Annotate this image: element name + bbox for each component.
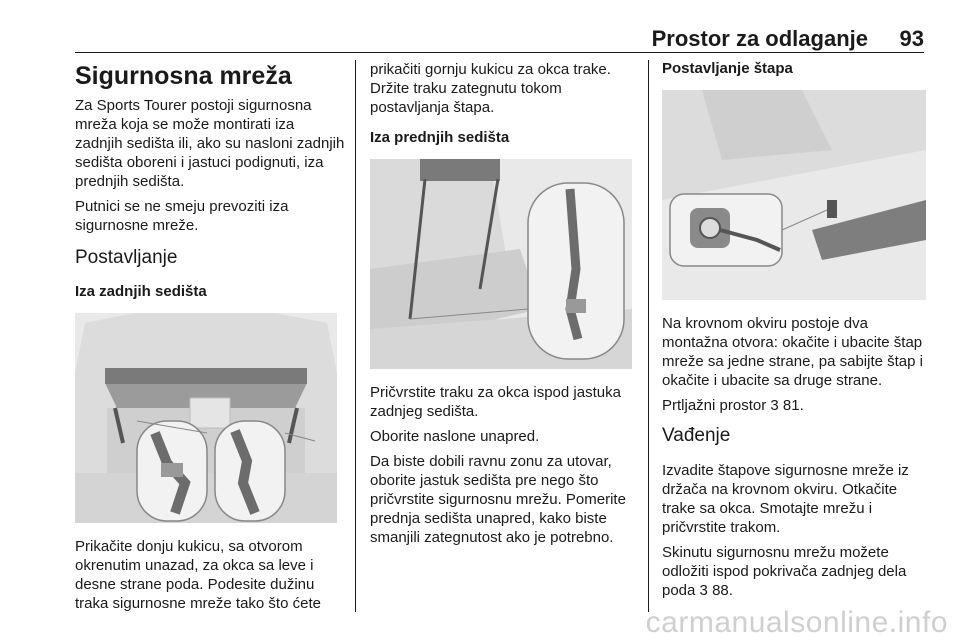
cargo-ref-paragraph bbox=[662, 396, 930, 415]
column-divider-1 bbox=[355, 60, 356, 612]
behind-rear-seats-heading: Iza zadnjih sedišta bbox=[75, 283, 207, 300]
storage-paragraph bbox=[662, 543, 930, 600]
behind-front-seats-heading: Iza prednjih sedišta bbox=[370, 129, 510, 146]
strap-attach-paragraph: Pričvrstite traku za okca ispod jastuka zadnjeg sedišta. bbox=[370, 384, 621, 420]
warning-paragraph: Putnici se ne smeju prevoziti iza sigurnosne mreže. bbox=[75, 198, 289, 234]
front-seat-net-illustration bbox=[370, 159, 632, 369]
column-1 bbox=[75, 60, 345, 619]
cargo-ref-page[interactable]: 81. bbox=[782, 397, 804, 414]
storage-ref-page[interactable]: 88. bbox=[712, 582, 733, 599]
removal-paragraph: Izvadite štapove sigurnosne mreže iz držača na krovnom okviru. Otkačite trake sa okca. Smotajte mrežu i pričvrstite trakom. bbox=[662, 462, 909, 536]
fold-backrests-paragraph: Oborite naslone unapred. bbox=[370, 428, 540, 445]
column-2 bbox=[370, 60, 635, 553]
site-watermark: carmanualsonline.info bbox=[645, 606, 948, 639]
cargo-ref-text: Prtljažni prostor bbox=[662, 397, 767, 414]
upper-hook-paragraph: prikačiti gornju kukicu za okca trake. Držite traku zategnutu tokom postavljanja štapa. bbox=[370, 61, 611, 116]
roof-frame-paragraph: Na krovnom okviru postoje dva montažna otvora: okačite i ubacite štap mreže sa jedne strane, pa sabijte štap i okačite i ubacite sa druge strane. bbox=[662, 315, 923, 389]
column-3 bbox=[662, 60, 930, 606]
rear-seat-net-illustration bbox=[75, 313, 337, 523]
section-heading: Sigurnosna mreža bbox=[75, 62, 292, 90]
installation-heading: Postavljanje bbox=[75, 247, 178, 268]
installing-rod-heading: Postavljanje štapa bbox=[662, 60, 793, 77]
flat-load-area-paragraph: Da biste dobili ravnu zonu za utovar, oborite jastuk sedišta pre nego što pričvrstite sigurnosnu mrežu. Pomerite prednja sedišta unapred, kako biste smanjili zategnutost ako je potrebno. bbox=[370, 453, 626, 546]
intro-paragraph: Za Sports Tourer postoji sigurnosna mreža koja se može montirati iza zadnjih sedišta ili, ako su nasloni zadnjih sedišta oboreni i jastuci podignuti, iza prednjih sedišta. bbox=[75, 97, 345, 190]
removal-heading: Vađenje bbox=[662, 425, 731, 446]
roof-frame-rod-illustration bbox=[662, 90, 926, 300]
page-ref-icon: 3 bbox=[770, 397, 779, 414]
page-ref-icon: 3 bbox=[699, 582, 708, 599]
page-header bbox=[0, 0, 960, 52]
chapter-title: Prostor za odlaganje bbox=[651, 26, 868, 51]
storage-text: Skinutu sigurnosnu mrežu možete odložiti ispod pokrivača zadnjeg dela poda bbox=[662, 544, 907, 599]
column-divider-2 bbox=[648, 60, 649, 612]
header-divider bbox=[75, 52, 924, 53]
page-number: 93 bbox=[899, 26, 924, 51]
lower-hook-paragraph: Prikačite donju kukicu, sa otvorom okrenutim unazad, za okca sa leve i desne strane poda. Podesite dužinu traka sigurnosne mreže tako što ćete bbox=[75, 538, 321, 612]
